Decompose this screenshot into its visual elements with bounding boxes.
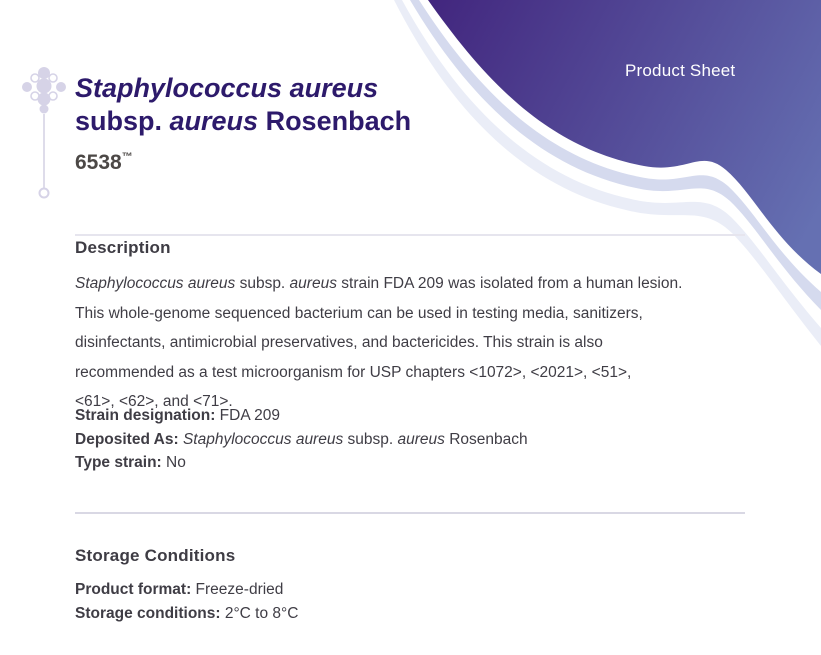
deposited-as-field [75, 428, 528, 452]
description-line: recommended as a test microorganism for USP chapters <1072>, <2021>, <51>, [75, 363, 632, 381]
storage-conditions-field [75, 602, 298, 626]
strain-designation-field [75, 404, 528, 428]
description-line: Staphylococcus aureus subsp. aureus strain FDA 209 was isolated from a human lesion. [75, 275, 683, 292]
description-paragraph [75, 269, 682, 417]
page-title-line2: subsp. aureus Rosenbach [75, 106, 412, 136]
trademark-symbol: ™ [121, 151, 133, 163]
section-divider-storage [75, 512, 745, 514]
description-line: <61>, <62>, and <71>. [75, 393, 233, 410]
type-strain-label: Type strain: [75, 454, 162, 472]
storage-conditions-value: 2°C to 8°C [220, 604, 299, 622]
deposited-as-value: Staphylococcus aureus subsp. aureus Rosenbach [182, 430, 528, 448]
strain-designation-value: FDA 209 [215, 407, 280, 424]
product-format-label: Product format: [75, 581, 192, 598]
type-strain-value: No [161, 454, 186, 472]
storage-fields [75, 578, 298, 625]
product-format-field [75, 578, 298, 602]
storage-conditions-heading: Storage Conditions [75, 546, 236, 565]
catalog-number-value: 6538 [75, 151, 122, 174]
storage-conditions-label: Storage conditions: [75, 604, 221, 622]
microbe-cluster-pin-icon [20, 60, 68, 205]
catalog-number [75, 151, 132, 175]
description-line: disinfectants, antimicrobial preservatives, and bactericides. This strain is also [75, 334, 603, 351]
strain-designation-label: Strain designation: [75, 407, 216, 424]
page-title [75, 72, 411, 138]
page-title-line1: Staphylococcus aureus [75, 73, 379, 103]
section-divider-description [75, 234, 745, 236]
deposited-as-label: Deposited As: [75, 430, 179, 448]
description-fields [75, 404, 528, 475]
type-strain-field [75, 451, 528, 475]
description-heading: Description [75, 238, 171, 257]
description-line: This whole-genome sequenced bacterium can be used in testing media, sanitizers, [75, 304, 643, 322]
product-sheet-badge: Product Sheet [625, 61, 736, 80]
product-format-value: Freeze-dried [191, 581, 284, 598]
